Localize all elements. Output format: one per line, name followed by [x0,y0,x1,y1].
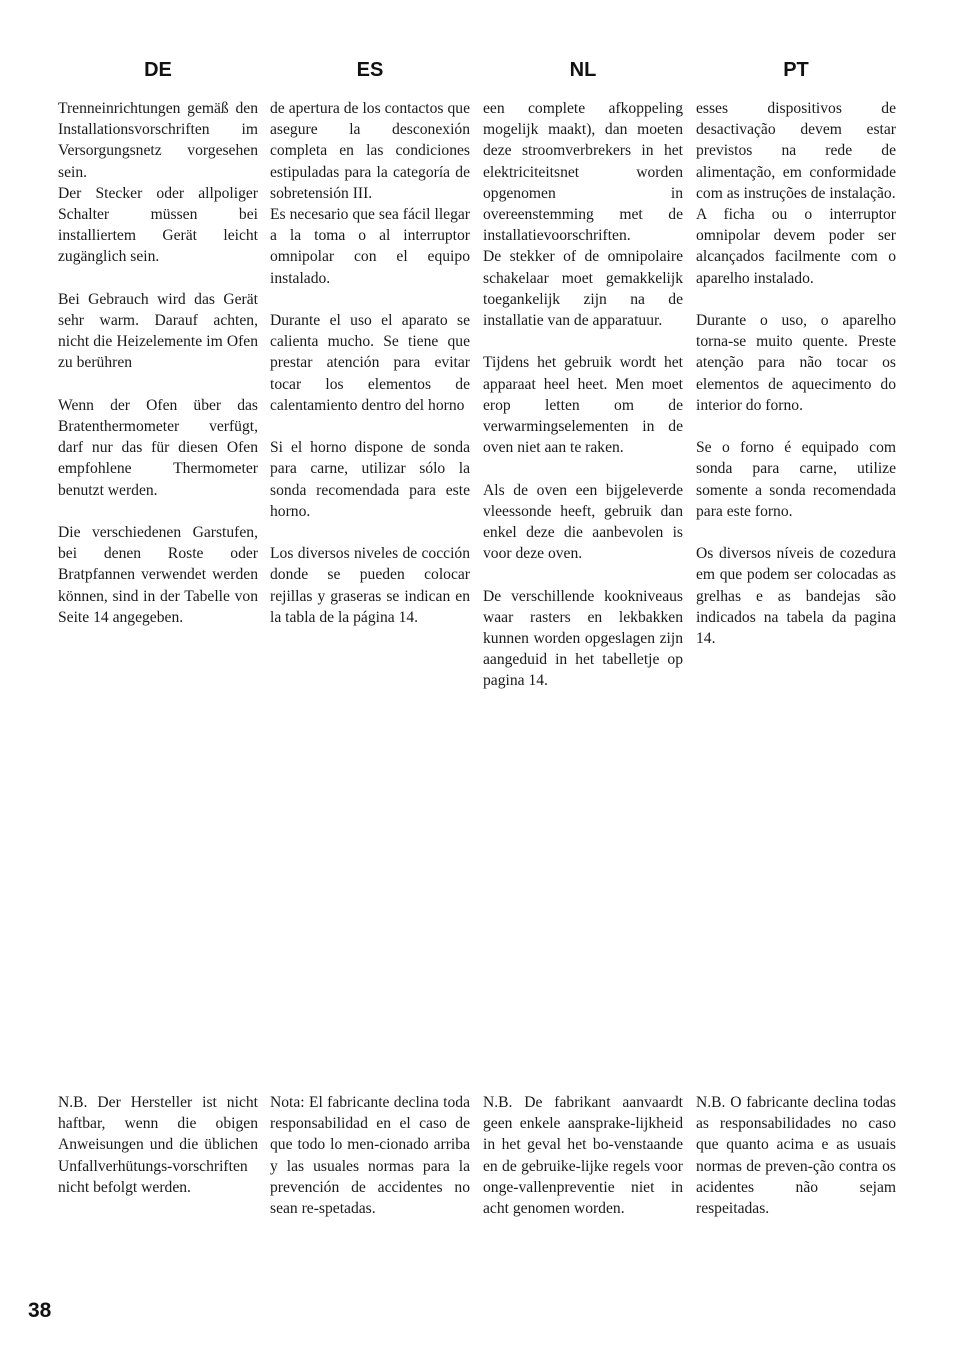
language-header-nl: NL [569,59,597,81]
paragraph: een complete afkoppeling mogelijk maakt), dan moeten deze stroomverbrekers in het elektriciteitsnet worden opgenomen in overeenstemming met de installatievoorschriften. De stekker of de omnipolaire schakelaar moet gemakkelijk toegankelijk zijn na de installatie van de apparatuur. [483,100,683,330]
paragraph: Bei Gebrauch wird das Gerät sehr warm. Darauf achten, nicht die Heizelemente im Ofen zu berühren [58,290,258,372]
column-es-body [270,98,470,628]
paragraph: de apertura de los contactos que asegure la desconexión completa en las condiciones estipuladas para la categoría de sobretensión III. Es necesario que sea fácil llegar a la toma o al interruptor omnipolar con el equipo instalado. [270,100,470,287]
manufacturer-note: N.B. Der Hersteller ist nicht haftbar, wenn die obigen Anweisungen und die üblichen Unfallverhütungs-vorschriften nicht befolgt werden. [58,1094,258,1196]
paragraph: De verschillende kookniveaus waar rasters en lekbakken kunnen worden opgeslagen zijn aangeduid in het tabelletje op pagina 14. [483,587,683,690]
paragraph: Die verschiedenen Garstufen, bei denen Roste oder Bratpfannen verwendet werden können, sind in der Tabelle von Seite 14 angegeben. [58,524,258,626]
manufacturer-note: N.B. De fabrikant aanvaardt geen enkele aansprake-lijkheid in het geval het bo-venstaande en de gebruike-lijke regels voor onge-vallenpreventie niet in acht genomen worden. [483,1094,683,1218]
paragraph: Durante o uso, o aparelho torna-se muito quente. Preste atenção para não tocar os elementos de aquecimento do interior do forno. [696,312,896,414]
page-number: 38 [28,1299,52,1322]
paragraph: Trenneinrichtungen gemäß den Installationsvorschriften im Versorgungsnetz vorgesehen sein. Der Stecker oder allpoliger Schalter müssen bei installiertem Gerät leicht zugänglich sein. [58,100,258,266]
column-es-note [270,1092,470,1219]
column-de-body [58,98,258,628]
paragraph: Os diversos níveis de cozedura em que podem ser colocadas as grelhas e as bandejas são indicados na tabela da pagina 14. [696,545,896,648]
manufacturer-note: N.B. O fabricante declina todas as responsabilidades no caso que quanto acima e as usuais normas de preven-ção contra os acidentes não sejam respeitadas. [696,1094,896,1218]
column-nl-note [483,1092,683,1219]
paragraph: Durante el uso el aparato se calienta mucho. Se tiene que prestar atención para evitar tocar los elementos de calentamiento dentro del horno [270,312,470,414]
column-nl-body [483,98,683,692]
paragraph: Tijdens het gebruik wordt het apparaat heel heet. Men moet erop letten om de verwarmingselementen in de oven niet aan te raken. [483,354,683,457]
column-pt-body [696,98,896,649]
manufacturer-note: Nota: El fabricante declina toda responsabilidad en el caso de que todo lo men-cionado arriba y las usuales normas para la prevención de accidentes no sean re-spetadas. [270,1094,470,1218]
paragraph: Wenn der Ofen über das Bratenthermometer verfügt, darf nur das für diesen Ofen empfohlene Thermometer benutzt werden. [58,396,258,499]
column-pt-note [696,1092,896,1219]
paragraph: Si el horno dispone de sonda para carne, utilizar sólo la sonda recomendada para este horno. [270,439,470,520]
language-header-es: ES [356,59,384,81]
language-header-de: DE [144,59,172,81]
paragraph: Se o forno é equipado com sonda para carne, utilize somente a sonda recomendada para este forno. [696,439,896,520]
paragraph: Los diversos niveles de cocción donde se pueden colocar rejillas y graseras se indican en la tabla de la página 14. [270,545,470,626]
paragraph: Als de oven een bijgeleverde vleessonde heeft, gebruik dan enkel deze die aanbevolen is voor deze oven. [483,481,683,563]
language-header-pt: PT [783,59,809,81]
column-de-note [58,1092,258,1198]
paragraph: esses dispositivos de desactivação devem estar previstos na rede de alimentação, em conformidade com as instruções de instalação. A ficha ou o interruptor omnipolar devem poder ser alcançados facilmente com o aparelho instalado. [696,100,896,287]
